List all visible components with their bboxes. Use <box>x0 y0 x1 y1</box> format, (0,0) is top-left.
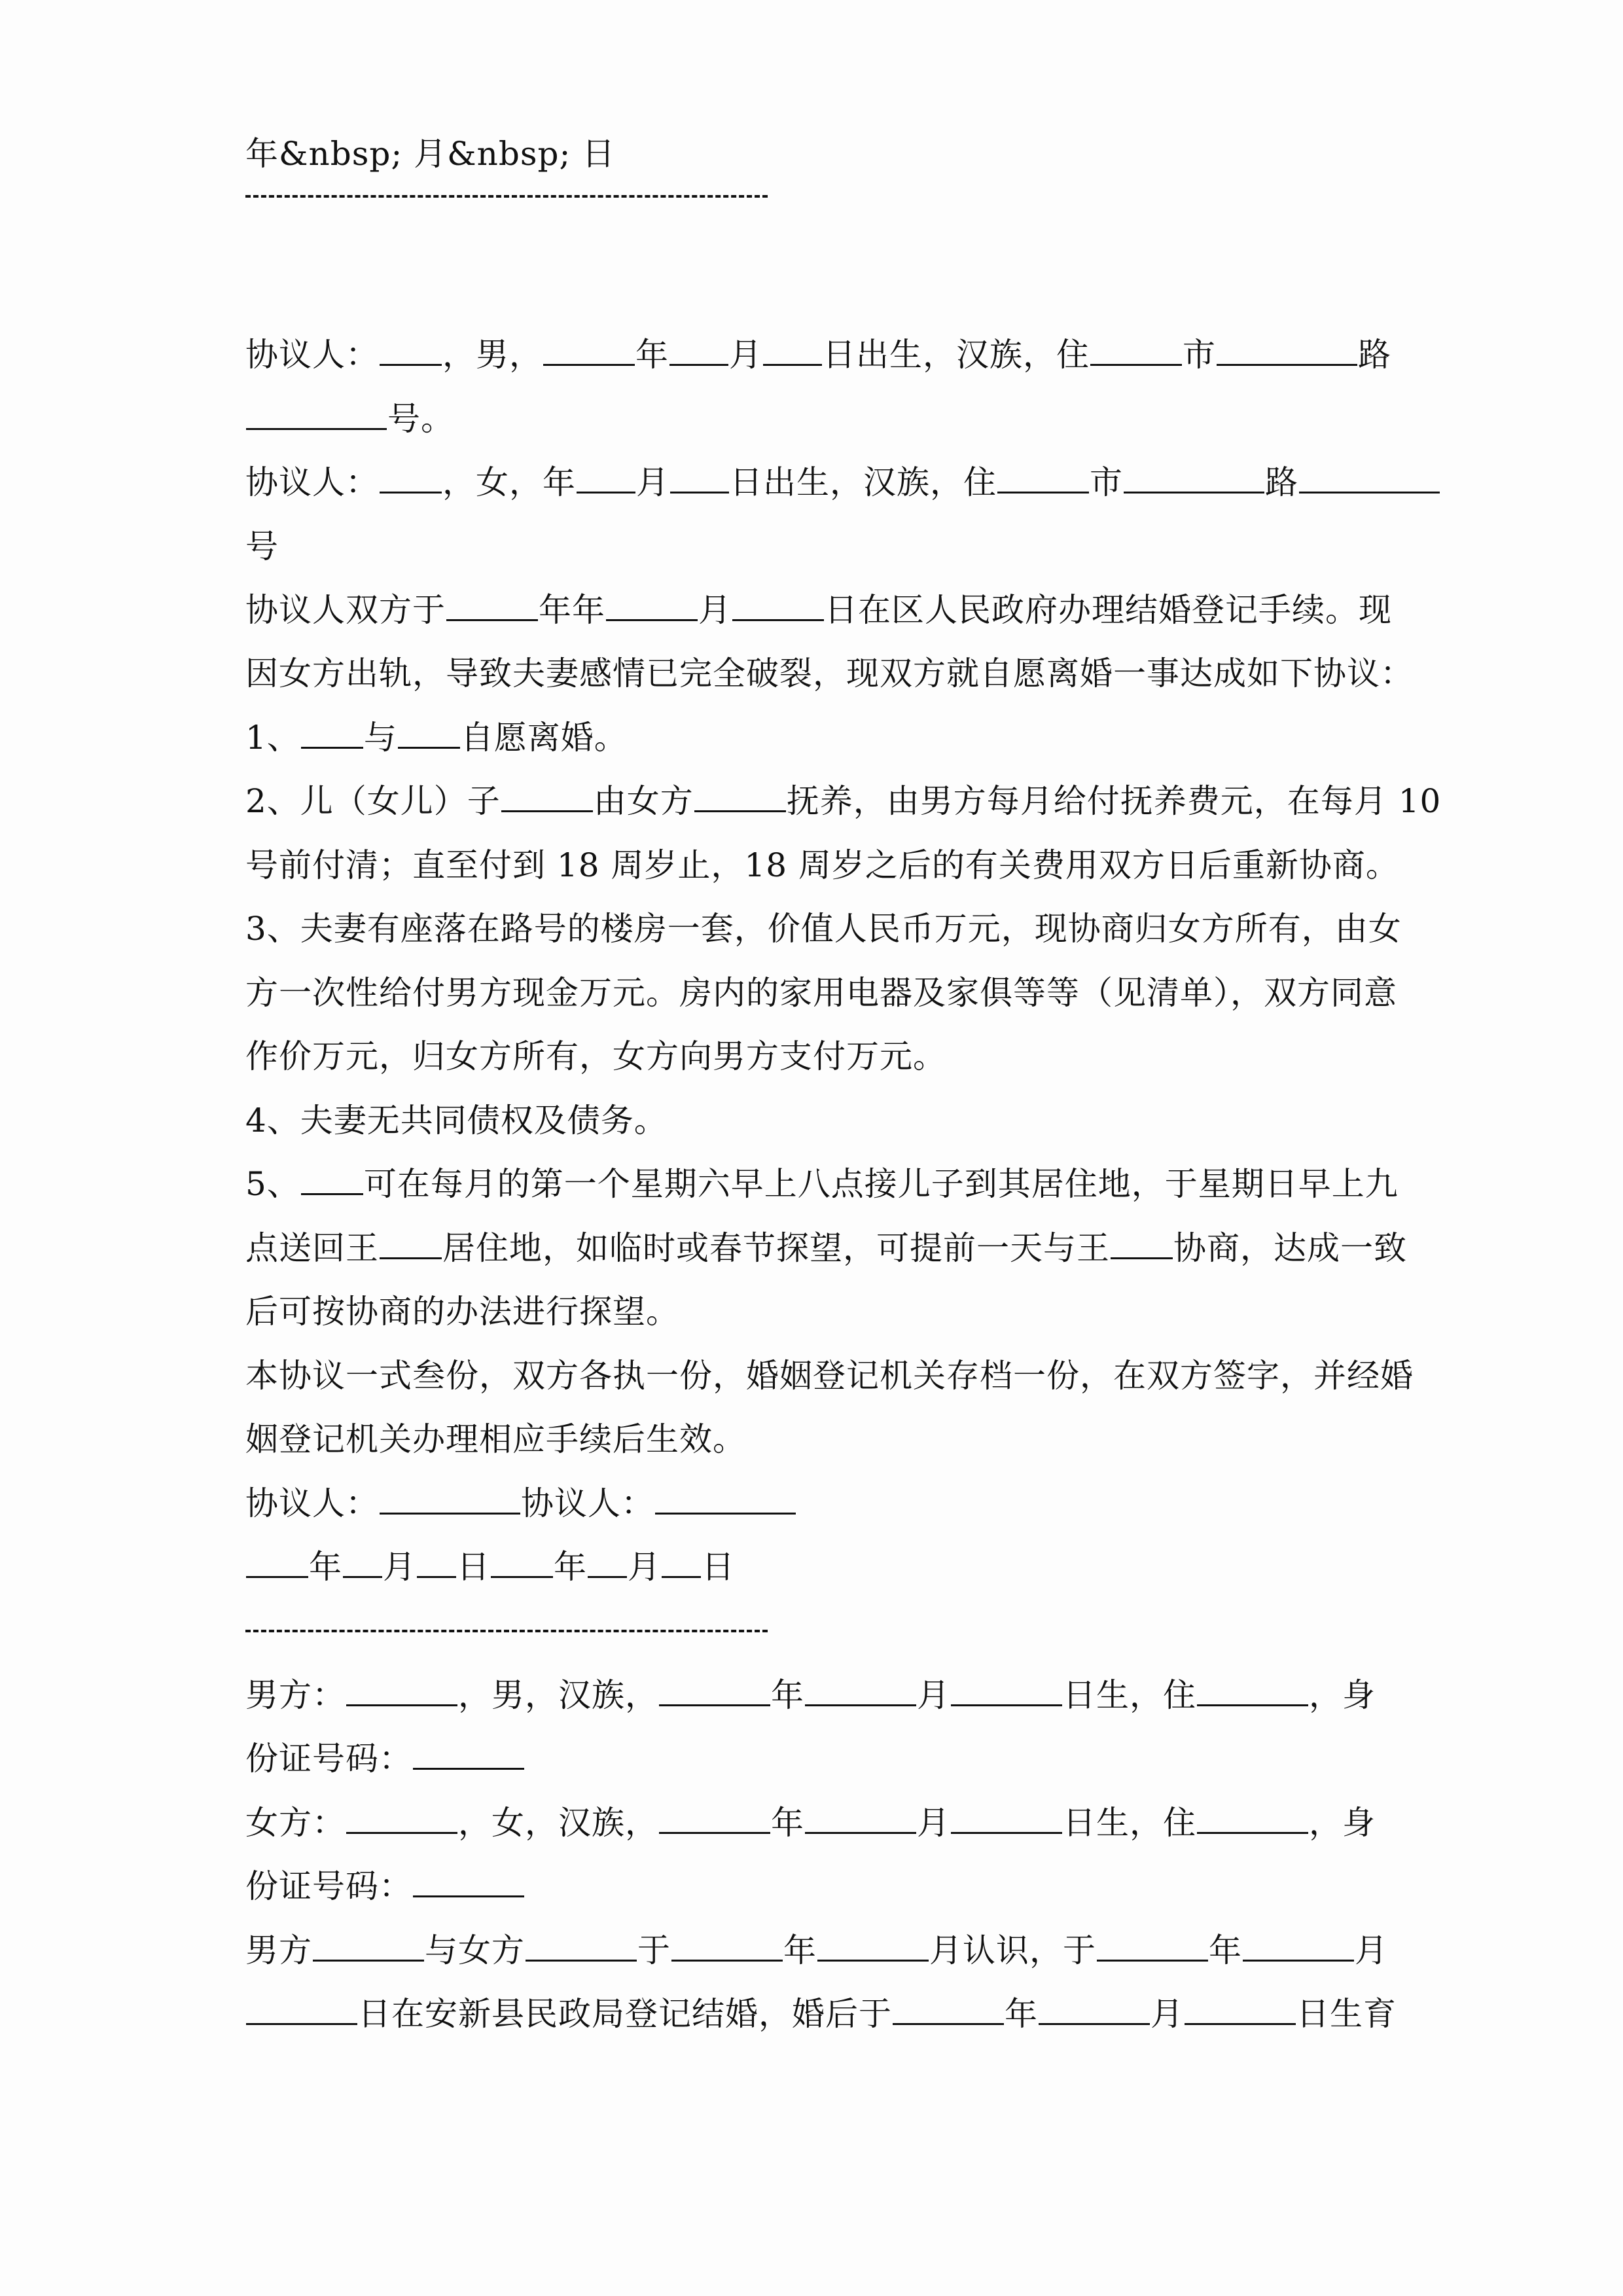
blank-field[interactable] <box>346 1803 457 1834</box>
blank-field[interactable] <box>1185 1994 1296 2025</box>
blank-field[interactable] <box>606 590 698 621</box>
party2-line1 <box>245 463 1378 502</box>
separator-line <box>245 1630 768 1632</box>
text: 年年 <box>539 591 605 629</box>
clause5-line2 <box>245 1229 1407 1268</box>
text: 路 <box>1265 463 1298 501</box>
blank-field[interactable] <box>1097 1931 1208 1962</box>
signature-label: 协议人： <box>245 1484 379 1522</box>
party1-line2 <box>245 399 1378 439</box>
party2-line2 <box>245 527 1378 566</box>
text: 1、 <box>245 719 300 757</box>
clause5-line3 <box>245 1292 1378 1331</box>
id-label: 份证号码： <box>245 1867 412 1905</box>
text: 年 <box>309 1548 342 1586</box>
text: 年 <box>554 1548 587 1586</box>
male-line1 <box>245 1676 1378 1715</box>
blank-field[interactable] <box>501 781 593 812</box>
text: ，身 <box>1309 1804 1376 1842</box>
blank-field[interactable] <box>951 1803 1062 1834</box>
female-label: 女方： <box>245 1804 346 1842</box>
text: 月 <box>917 1676 950 1714</box>
text: 抚养，由男方每月给付抚养费元，在每月 10 <box>786 782 1442 820</box>
blank-field[interactable] <box>997 463 1089 493</box>
blank-field[interactable] <box>1124 463 1264 493</box>
text: 月 <box>698 591 732 629</box>
blank-field[interactable] <box>446 590 538 621</box>
text: 号 <box>245 528 279 565</box>
effect-line2 <box>245 1420 1378 1459</box>
text: 日生育 <box>1296 1995 1397 2033</box>
id-number-field[interactable] <box>413 1867 524 1897</box>
blank-field[interactable] <box>313 1931 424 1962</box>
female-line2 <box>245 1867 1378 1906</box>
blank-field[interactable] <box>763 335 822 366</box>
clause2-line1 <box>245 781 1442 821</box>
text: 月 <box>729 336 762 374</box>
blank-field[interactable] <box>1111 1229 1173 1259</box>
marriage-line2 <box>245 1994 1397 2034</box>
text: 号前付清；直至付到 18 周岁止，18 周岁之后的有关费用双方日后重新协商。 <box>245 846 1399 884</box>
text: 月 <box>917 1804 950 1842</box>
text: 年 <box>771 1676 804 1714</box>
blank-field[interactable] <box>670 463 729 493</box>
text: 与女方 <box>425 1931 525 1969</box>
text: 日 <box>702 1548 735 1586</box>
blank-field[interactable] <box>805 1676 916 1706</box>
text: 于 <box>637 1931 671 1969</box>
clause3-line2 <box>245 973 1397 1013</box>
signature-label: 协议人： <box>521 1484 654 1522</box>
male-line2 <box>245 1739 1378 1778</box>
text: 年 <box>1209 1931 1242 1969</box>
blank-field[interactable] <box>1197 1803 1308 1834</box>
text: 年 <box>635 336 669 374</box>
text: 2、儿（女儿）子 <box>245 782 501 820</box>
blank-field[interactable] <box>1217 335 1357 366</box>
blank-field[interactable] <box>662 1547 701 1578</box>
text: 市 <box>1183 336 1216 374</box>
signature-field[interactable] <box>380 1484 520 1515</box>
blank-field[interactable] <box>301 718 363 749</box>
blank-field[interactable] <box>301 1164 363 1195</box>
text: 月 <box>1355 1931 1388 1969</box>
blank-field[interactable] <box>805 1803 916 1834</box>
blank-field[interactable] <box>246 1994 357 2025</box>
text: 点送回王 <box>245 1229 379 1267</box>
signature-date-line <box>245 1547 1378 1587</box>
blank-field[interactable] <box>1090 335 1182 366</box>
intro-line2 <box>245 654 1414 693</box>
date-header-text: 年&nbsp; 月&nbsp; 日 <box>245 135 616 173</box>
blank-field[interactable] <box>246 1547 308 1578</box>
blank-field[interactable] <box>817 1931 929 1962</box>
text: 月 <box>383 1548 416 1586</box>
text: 因女方出轨，导致夫妻感情已完全破裂，现双方就自愿离婚一事达成如下协议： <box>245 655 1414 692</box>
blank-field[interactable] <box>1197 1676 1308 1706</box>
blank-field[interactable] <box>1299 463 1440 493</box>
separator-line <box>245 195 768 198</box>
text: 4、夫妻无共同债权及债务。 <box>245 1102 668 1139</box>
text: ，女，年 <box>442 463 576 501</box>
party1-label: 协议人： <box>245 336 379 374</box>
blank-field[interactable] <box>951 1676 1062 1706</box>
blank-field[interactable] <box>694 781 786 812</box>
clause4 <box>245 1101 1378 1140</box>
blank-field[interactable] <box>732 590 824 621</box>
text: 3、夫妻有座落在路号的楼房一套，价值人民币万元，现协商归女方所有，由女 <box>245 910 1402 948</box>
clause3-line3 <box>245 1037 1378 1076</box>
text: 月认识，于 <box>929 1931 1096 1969</box>
party1-line1 <box>245 335 1391 374</box>
female-line1 <box>245 1803 1378 1842</box>
text: 市 <box>1090 463 1123 501</box>
blank-field[interactable] <box>398 718 460 749</box>
clause3-line1 <box>245 909 1402 948</box>
text: 日在区人民政府办理结婚登记手续。现 <box>825 591 1392 629</box>
text: 月 <box>1150 1995 1184 2033</box>
blank-field[interactable] <box>346 1676 457 1706</box>
effect-line1 <box>245 1356 1414 1395</box>
blank-field[interactable] <box>1039 1994 1150 2025</box>
clause1 <box>245 718 1378 757</box>
id-label: 份证号码： <box>245 1740 412 1778</box>
text: 年 <box>771 1804 804 1842</box>
signature-line <box>245 1484 1378 1523</box>
text: ，女，汉族， <box>458 1804 658 1842</box>
blank-field[interactable] <box>380 463 442 493</box>
text: 姻登记机关办理相应手续后生效。 <box>245 1420 746 1458</box>
id-number-field[interactable] <box>413 1739 524 1770</box>
text: 居住地，如临时或春节探望，可提前一天与王 <box>442 1229 1110 1267</box>
blank-field[interactable] <box>577 463 635 493</box>
marriage-line1 <box>245 1931 1388 1970</box>
text: 可在每月的第一个星期六早上八点接儿子到其居住地，于星期日早上九 <box>363 1165 1399 1203</box>
blank-field[interactable] <box>669 335 728 366</box>
text: 年 <box>783 1931 817 1969</box>
text: 月 <box>636 463 669 501</box>
text: 男方 <box>245 1931 312 1969</box>
text: 自愿离婚。 <box>460 719 628 757</box>
intro-line1 <box>245 590 1392 630</box>
text: 协商，达成一致 <box>1173 1229 1407 1267</box>
text: ，男，汉族， <box>458 1676 658 1714</box>
male-label: 男方： <box>245 1676 346 1714</box>
text: 日出生，汉族，住 <box>823 336 1090 374</box>
clause2-line2 <box>245 846 1399 885</box>
blank-field[interactable] <box>380 1229 442 1259</box>
text: 由女方 <box>593 782 694 820</box>
blank-field[interactable] <box>543 335 635 366</box>
blank-field[interactable] <box>893 1994 1004 2025</box>
blank-field[interactable] <box>671 1931 783 1962</box>
text: 后可按协商的办法进行探望。 <box>245 1293 679 1331</box>
text: 路 <box>1358 336 1391 374</box>
blank-field[interactable] <box>417 1547 456 1578</box>
signature-field[interactable] <box>655 1484 796 1515</box>
blank-field[interactable] <box>246 399 387 430</box>
text: 日生，住 <box>1063 1804 1196 1842</box>
blank-field[interactable] <box>491 1547 553 1578</box>
text: 年 <box>1005 1995 1038 2033</box>
blank-field[interactable] <box>588 1547 627 1578</box>
text: 日 <box>457 1548 490 1586</box>
text: 日在安新县民政局登记结婚，婚后于 <box>358 1995 892 2033</box>
text: 号。 <box>387 400 454 438</box>
blank-field[interactable] <box>343 1547 382 1578</box>
date-header <box>245 134 1378 173</box>
blank-field[interactable] <box>1243 1931 1354 1962</box>
blank-field[interactable] <box>659 1803 770 1834</box>
clause5-line1 <box>245 1164 1399 1204</box>
text: 日生，住 <box>1063 1676 1196 1714</box>
text: 日出生，汉族，住 <box>730 463 997 501</box>
blank-field[interactable] <box>380 335 442 366</box>
text: 方一次性给付男方现金万元。房内的家用电器及家俱等等（见清单），双方同意 <box>245 974 1397 1012</box>
text: 本协议一式叁份，双方各执一份，婚姻登记机关存档一份，在双方签字，并经婚 <box>245 1357 1414 1395</box>
text: 协议人双方于 <box>245 591 446 629</box>
blank-field[interactable] <box>659 1676 770 1706</box>
blank-field[interactable] <box>526 1931 637 1962</box>
text: ，身 <box>1309 1676 1376 1714</box>
party2-label: 协议人： <box>245 463 379 501</box>
text: 作价万元，归女方所有，女方向男方支付万元。 <box>245 1037 946 1075</box>
text: 5、 <box>245 1165 300 1203</box>
text: 与 <box>363 719 397 757</box>
text: ，男， <box>442 336 543 374</box>
text: 月 <box>628 1548 661 1586</box>
